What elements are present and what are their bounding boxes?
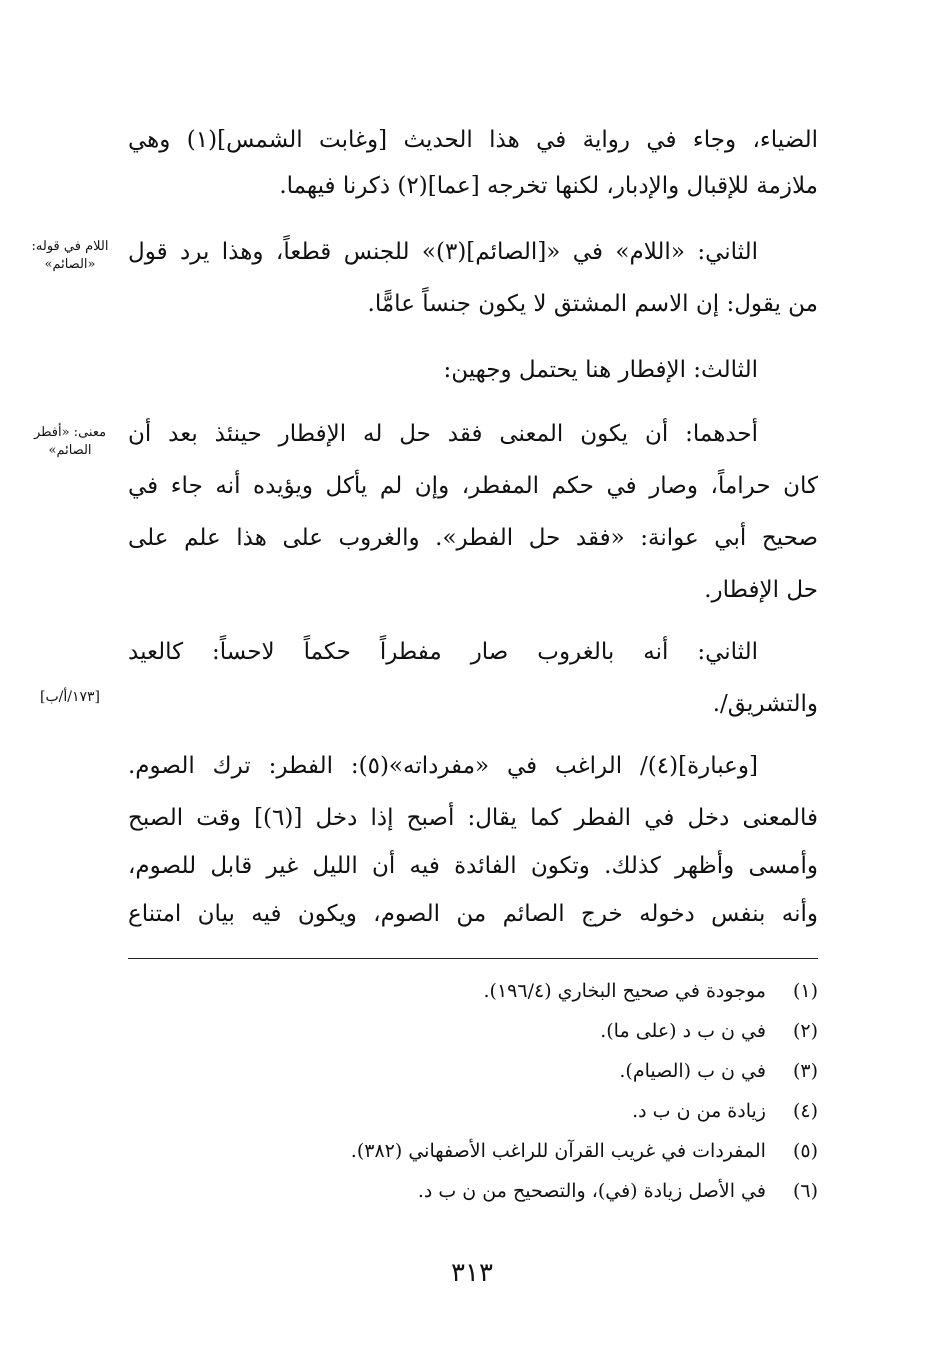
footnote-6 — [418, 1176, 818, 1206]
body-line-12: [وعبارة](٤)/ الراغب في «مفرداته»(٥): الفطر: ترك الصوم. — [128, 753, 758, 779]
body-line-7: كان حراماً، وصار في حكم المفطر، وإن لم يأكل ويؤيده أنه جاء في — [128, 473, 818, 499]
footnote-text: موجودة في صحيح البخاري (١٩٦/٤). — [483, 980, 766, 1002]
footnote-number: (٣) — [792, 1060, 818, 1082]
footnote-number: (٤) — [792, 1100, 818, 1122]
footnote-text: زيادة من ن ب د. — [632, 1100, 766, 1122]
footnote-5 — [351, 1136, 818, 1166]
body-line-9: حل الإفطار. — [704, 577, 818, 603]
body-line-2: ملازمة للإقبال والإدبار، لكنها تخرجه [عما](٢) ذكرنا فيهما. — [279, 173, 818, 199]
margin-note-lam: اللام في قوله: «الصائم» — [31, 239, 109, 272]
body-line-15: وأنه بنفس دخوله خرج الصائم من الصوم، ويكون فيه بيان امتناع — [128, 901, 818, 927]
footnote-4 — [632, 1096, 818, 1126]
footnote-number: (٦) — [792, 1180, 818, 1202]
body-line-14: وأمسى وأظهر كذلك. وتكون الفائدة فيه أن الليل غير قابل للصوم، — [128, 853, 818, 879]
footnote-divider — [128, 958, 818, 959]
page-number: ٣١٣ — [451, 1258, 493, 1288]
footnote-1 — [484, 976, 819, 1006]
body-line-1: الضياء، وجاء في رواية في هذا الحديث [وغابت الشمس](١) وهي — [128, 127, 818, 153]
footnote-number: (١) — [792, 980, 818, 1002]
footnote-text: المفردات في غريب القرآن للراغب الأصفهاني (٣٨٢). — [350, 1140, 766, 1162]
body-line-5: الثالث: الإفطار هنا يحتمل وجهين: — [443, 357, 758, 383]
body-line-6: أحدهما: أن يكون المعنى فقد حل له الإفطار حينئذ بعد أن — [128, 421, 758, 447]
footnote-text: في الأصل زيادة (في)، والتصحيح من ن ب د. — [417, 1180, 766, 1202]
body-line-10: الثاني: أنه بالغروب صار مفطراً حكماً لاحساً: كالعيد — [128, 639, 758, 665]
margin-note-meaning: معنى: «أفطر الصائم» — [33, 425, 107, 458]
folio-marker: [١٧٣/أ/ب] — [40, 689, 100, 705]
footnote-number: (٢) — [792, 1020, 818, 1042]
body-line-8: صحيح أبي عوانة: «فقد حل الفطر». والغروب على هذا علم على — [128, 525, 818, 551]
body-line-11: والتشريق/. — [712, 691, 818, 717]
footnote-2 — [600, 1016, 818, 1046]
footnote-text: في ن ب د (على ما). — [600, 1020, 766, 1042]
footnote-number: (٥) — [792, 1140, 818, 1162]
footnote-text: في ن ب (الصيام). — [619, 1060, 766, 1082]
body-line-3: الثاني: «اللام» في «[الصائم](٣)» للجنس قطعاً، وهذا يرد قول — [128, 239, 758, 265]
body-line-13: فالمعنى دخل في الفطر كما يقال: أصبح إذا دخل [(٦)] وقت الصبح — [128, 805, 819, 831]
body-line-4: من يقول: إن الاسم المشتق لا يكون جنساً عامًّا. — [367, 291, 818, 317]
footnote-3 — [619, 1056, 818, 1086]
